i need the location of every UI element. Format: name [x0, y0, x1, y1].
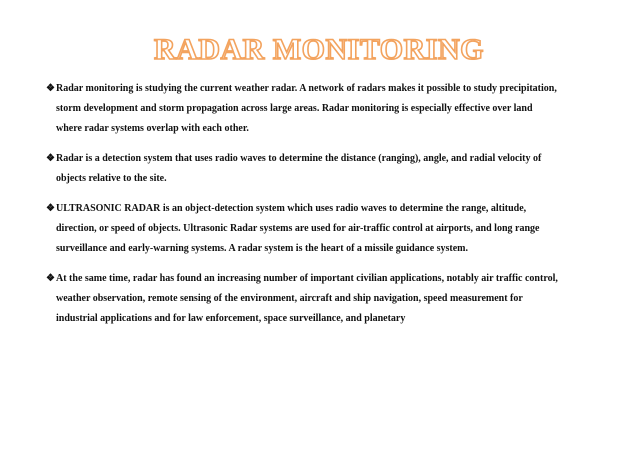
bullet-line: industrial applications and for law enforcement, space surveillance, and planetary [56, 313, 406, 324]
bullet-item [46, 149, 611, 189]
slide-body [46, 79, 611, 339]
diamond-bullet-icon: ❖ [46, 153, 55, 164]
bullet-line: surveillance and early-warning systems. A radar system is the heart of a missile guidance system. [56, 243, 469, 254]
diamond-bullet-icon: ❖ [46, 83, 55, 94]
bullet-line: where radar systems overlap with each other. [56, 123, 249, 134]
bullet-line: direction, or speed of objects. Ultrasonic Radar systems are used for air-traffic control at airports, and long range [56, 223, 540, 234]
diamond-bullet-icon: ❖ [46, 273, 55, 284]
bullet-item [46, 269, 611, 329]
bullet-line: ULTRASONIC RADAR is an object-detection system which uses radio waves to determine the range, altitude, [56, 203, 527, 214]
bullet-line: weather observation, remote sensing of the environment, aircraft and ship navigation, speed measurement for [56, 293, 523, 304]
bullet-line: At the same time, radar has found an increasing number of important civilian applications, notably air traffic control, [56, 273, 558, 284]
bullet-line: Radar is a detection system that uses radio waves to determine the distance (ranging), angle, and radial velocity of [56, 153, 542, 164]
bullet-item [46, 79, 611, 139]
diamond-bullet-icon: ❖ [46, 203, 55, 214]
slide-title: RADAR MONITORING [154, 33, 484, 66]
bullet-item [46, 199, 611, 259]
bullet-line: objects relative to the site. [56, 173, 167, 184]
bullet-line: Radar monitoring is studying the current weather radar. A network of radars makes it possible to study precipitation, [56, 83, 557, 94]
bullet-line: storm development and storm propagation across large areas. Radar monitoring is especially effective over land [56, 103, 533, 114]
